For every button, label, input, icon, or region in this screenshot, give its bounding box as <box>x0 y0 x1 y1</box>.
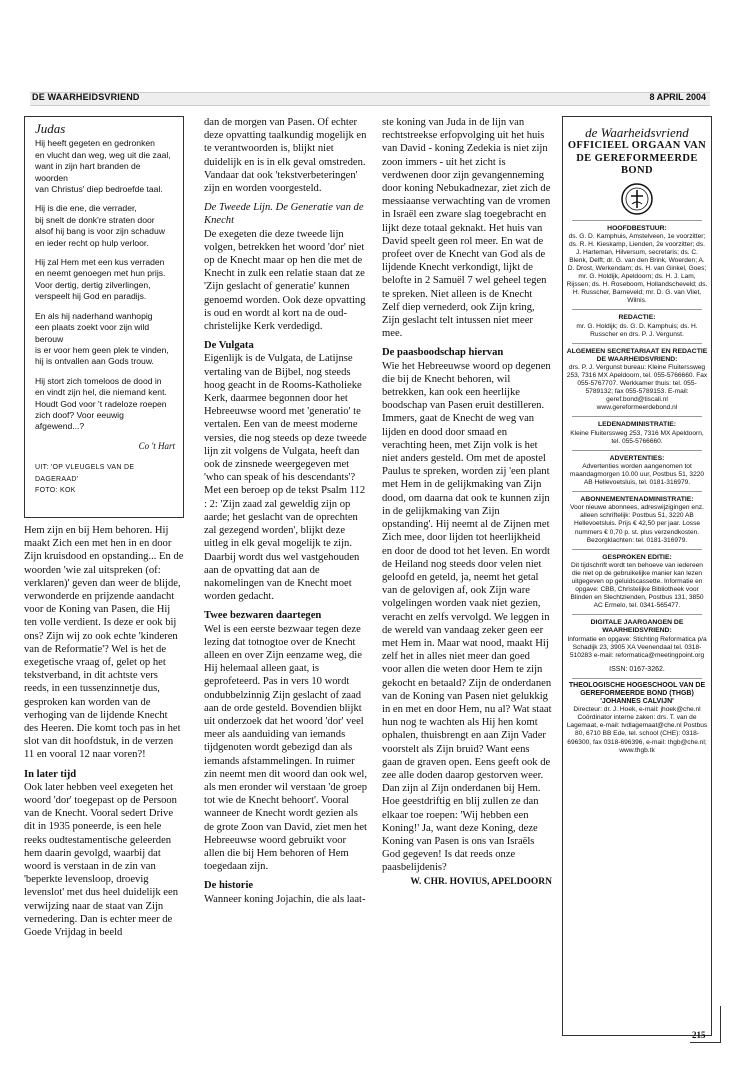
poem-stanzas <box>35 138 175 432</box>
running-header <box>30 92 710 106</box>
column-3 <box>382 116 552 889</box>
colophon-sections <box>566 220 708 660</box>
page-number: 215 <box>692 1030 706 1040</box>
publication-name: DE WAARHEIDSVRIEND <box>32 92 140 102</box>
colophon-section-body: drs. P. J. Vergunst bureau: Kleine Fluiterssweg 253, 7316 MX Apeldoorn, tel. 055-5766660. Fax 055-5767707. Werkkamer thuis: tel. 055-5789132; fax 055-5789153. E-mail: geref.bond@tiscali.nl www.gereformeerdebond.nl <box>566 363 708 412</box>
poem-line: Voor dertig, dertig zilverlingen, <box>35 279 151 290</box>
poem-line: Hij heeft gegeten en gedronken <box>35 138 155 149</box>
poem-line: bij snelt de donk're straten door <box>35 214 155 225</box>
colophon-sidebar <box>562 116 712 1036</box>
col2-paragraph-4: Wel is een eerste bezwaar tegen deze lezing dat totnogtoe over de Knecht alleen en over Zijn eenzame weg, die Hij helemaal alleen gaat, is geprofeteerd. Pas in vers 10 wordt ondubbelzinnig Zijn geslacht of zaad aan de orde gesteld. Bovendien blijkt uit onderzoek dat het woord 'dor' veel meer als aanduiding van iemands tijdgenoten wordt gebezigd dan als iemands afstammelingen. In ruimer zin neemt men dit woord dan ook wel, als men eronder wil verstaan 'de groep tot wie de Knecht behoort'. Vooral wanneer de Knecht wordt gezien als de grote Zoon van David, ziet men het Hebreeuwse woord gebruikt voor allen die bij Hem behoren of Hem toegedaan zijn. <box>204 623 368 873</box>
crop-mark-horizontal <box>690 1042 721 1043</box>
col1-paragraph-2: Ook later hebben veel exegeten het woord 'dor' toegepast op de Persoon van de Knecht. Vooral sedert Drive dit in 1935 poneerde, is een hele reeks oudtestamentische geleerden hem daarin gevolgd, waarbij dat woord is verstaan in de zin van 'beperkte levensloop, droevig levenslot' met dus heel duidelijk een verwijzing naar de staat van Zijn vernedering. Dan is echter meer de Goede Vrijdag in beeld <box>24 781 179 939</box>
article-signature: W. CHR. HOVIUS, APELDOORN <box>410 876 552 887</box>
colophon-section-title: ADVERTENTIES: <box>609 454 665 462</box>
col2-paragraph-2: De exegeten die deze tweede lijn volgen, betrekken het woord 'dor' niet op de Knecht maar op hen die met de Knecht in zulk een relatie staan dat ze 'Zijn geslacht of generatie' kunnen genoemd worden. Ook deze opvatting is oud en wordt al kort na de oud-christelijke Kerk verdedigd. <box>204 228 366 333</box>
col3-heading: De paasboodschap hiervan <box>382 347 504 359</box>
col2-heading-bezwaren: Twee bezwaren daartegen <box>204 610 322 622</box>
poem-stanza <box>35 138 175 195</box>
poem-source: UIT: 'OP VLEUGELS VAN DE DAGERAAD' <box>35 464 135 483</box>
poem-title: Judas <box>35 121 66 136</box>
col1-paragraph: Hem zijn en bij Hem behoren. Hij maakt Zich een met hen in en door Zijn kruisdood en opstanding... En de woorden 'wie zal uitspreken (of: verklaren)' geven dan weer de blijde, verwonderde en prijzende aandacht voor de Koning van Pasen, die Hij ten volle verdient. Is deze er ook bij ons? Zijn wij zo ook echte 'kinderen van de Reformatie'? Wel is het de exegetische vraag of, gelet op het tekstverband, in dit achtste vers reeds, in een tussenzinnetje dus, gesproken kan worden van de verhoging van de lijdende Knecht des Heeren. Die komt toch pas in het slot van dit hoofdstuk, in de verzen 11 en vooral 12 naar voren?! <box>24 525 184 761</box>
poem-line: zich doof? Voor eeuwig afgewend...? <box>35 409 124 432</box>
poem-line: Hij stort zich tomeloos de dood in <box>35 375 162 386</box>
colophon-section-title: GESPROKEN EDITIE: <box>602 553 672 561</box>
poem-line: want in zijn hart branden de woorden <box>35 161 141 183</box>
poem-line: En als hij naderhand wanhopig <box>35 310 153 321</box>
crop-mark <box>720 1006 721 1042</box>
colophon-section-title: ALGEMEEN SECRETARIAAT EN REDACTIE DE WAARHEIDSVRIEND: <box>566 347 708 363</box>
poem-line: Hij zal Hem met een kus verraden <box>35 257 165 268</box>
colophon-section-body: Dit tijdschrift wordt ten behoeve van iedereen die niet op de gebruikelijke manier kan lezen uitgegeven op geluidscassette. Informatie en opgave: CBB, Christelijke Bibliotheek voor Blinden en Slechtzienden, Postbus 131, 3850 AC Ermelo, tel. 0341-565477. <box>570 561 704 610</box>
col2-heading-historie: De historie <box>204 880 254 892</box>
col2-subtitle: De Tweede Lijn. De Generatie van de Knecht <box>204 202 364 227</box>
thgb-title: THEOLOGISCHE HOGESCHOOL VAN DE GEREFORMEERDE BOND (THGB) 'JOHANNES CALVIJN' <box>568 681 706 706</box>
poem-line: verspeelt hij God en paradijs. <box>35 291 147 302</box>
poem-line: Houdt God voor 't radeloze roepen <box>35 398 167 409</box>
poem-author: Co 't Hart <box>138 440 175 451</box>
colophon-section-body: ds. G. D. Kamphuis, Amstelveen, 1e voorzitter; ds. R. H. Kieskamp, Lienden, 2e voorzitter; ds. J. Harteman, Hilversum, secretaris; ds. C. Blenk, Delft; dr. G. van den Brink, Woerden; A. D. Drost, Werkendam; ds. H. van Ginkel, Goes; mr. G. Holdijk, Apeldoorn; ds. H. J. Lam, Rijssen; ds. H. Roseboom, Hollandscheveld; ds. H. Russcher, Barneveld; mr. D. G. van Vliet, Wilnis. <box>566 232 708 305</box>
masthead: de Waarheidsvriend <box>585 125 689 140</box>
issn: ISSN: 0167-3262. <box>609 665 665 673</box>
poem-line: is er voor hem geen plek te vinden, <box>35 344 169 355</box>
colophon-section-body: Voor nieuwe abonnees, adreswijzigingen enz. alleen schriftelijk: Postbus 51, 3220 AB Hellevoetsluis. Prijs € 42,50 per jaar. Losse nummers € 0,70 p. st. plus verzendkosten. Bezorgklachten: tel. 0181-316979. <box>570 504 704 544</box>
col2-paragraph-3: Eigenlijk is de Vulgata, de Latijnse vertaling van de Bijbel, nog steeds hoog geacht in de Rooms-Katholieke Kerk, daarmee begonnen door het Hebreeuwse woord met 'generatio' te vertalen. Een van de meest moderne versies, die nog steeds op deze tweede lijn zit volgens de Vulgata, heeft dan ook de zinsnede weergegeven met 'who can speak of his descendants'? Met een beroep op de tekst Psalm 112 : 2: 'Zijn zaad zal geweldig zijn op aarde; het geslacht van de oprechten zal gezegend worden', blijkt deze uitleg in elk geval mogelijk te zijn. Daarbij wordt dus wel vastgehouden aan de opvatting dat aan de nakomelingen van de Knecht moet worden gedacht. <box>204 353 367 603</box>
poem-line: van Christus' diep bedroefde taal. <box>35 184 163 195</box>
bond-seal-icon <box>620 182 654 216</box>
col3-paragraph-2: Wie het Hebreeuwse woord op degenen die bij de Knecht behoren, wil betrekken, kan ook een heerlijke boodschap van Pasen eruit destilleren. Immers, gaat de Knecht de weg van lijden en dood door smaad en verachting heen, met Zijn volk is het niet anders gesteld. Om met de apostel Paulus te spreken, worden zij 'een plant met Hem in de gelijkmaking van Zijn dood, om daarna dat ook te kunnen zijn in de gelijkmaking van Zijn opstanding'. Hij neemt al de Zijnen met Zich mee, door lijden tot heerlijkheid en door de dood tot het leven. En wordt de Heiland nog steeds door velen niet geloofd en geteld, ja, neemt het getal van de gelovigen af, ook Zijn ware volgelingen worden vaak niet gezien, veracht en zelfs vervolgd. We leggen in de wereld van vandaag zeker geen eer met Hem in. Maar wat nood, maakt Hij zelf het in alles niet meer dan goed voor allen die weten door Hem te zijn gekocht en betaald? Zijn de onderdanen van de Koning van Pasen niet gelukkig in en met en door Hem, nu al? Wat staat hun nog te wachten als Hij hen komt ophalen, thuisbrengt en aan Zijn Vader voorstelt als Zijn bruid? Want eens gaan de graven open. Eens geeft ook de zee alle doden daarop gestorven weer. Dan zijn al Zijn onderdanen bij Hem. Hoe geestdriftig en blij zullen ze dan elkaar toe roepen: 'Wij hebben een Koning!' Ja, want deze Koning, deze Koning van Pasen is ons van Israëls God gegeven! Is dat reeds onze paasbelijdenis? <box>382 360 552 874</box>
photo-credit: FOTO: KOK <box>35 486 76 494</box>
colophon-section-body: mr. G. Holdijk; ds. G. D. Kamphuis; ds. H. Russcher en drs. P. J. Vergunst. <box>576 322 698 338</box>
colophon-section-title: LEDENADMINISTRATIE: <box>597 421 677 429</box>
colophon-section-body: Informatie en opgave: Stichting Reformatica p/a Schadijk 23, 3905 XA Veenendaal tel. 0318-510283 e-mail: reformatica@meetingpoint.org <box>567 635 707 659</box>
poem-line: Hij is die ene, die verrader, <box>35 203 137 214</box>
colophon-section-body: Advertenties worden aangenomen tot maandagmorgen 10.00 uur, Postbus 51, 3220 AB Hellevoetsluis, tel. 0181-316979. <box>569 462 705 487</box>
issue-date: 8 APRIL 2004 <box>649 92 706 102</box>
colophon-section-title: REDACTIE: <box>618 314 656 322</box>
poem-box <box>24 116 184 518</box>
poem-line: alsof hij bang is voor zijn schaduw <box>35 226 165 237</box>
poem-line: hij is ontvallen aan Gods trouw. <box>35 356 154 367</box>
poem-line: en ieder recht op hulp verloor. <box>35 237 149 248</box>
poem-stanza <box>35 203 175 249</box>
column-1 <box>24 524 184 939</box>
colophon-section-body: Kleine Fluiterssweg 253, 7316 MX Apeldoorn, tel. 055-5766660. <box>570 429 704 445</box>
poem-stanza <box>35 257 175 303</box>
masthead-subtitle: OFFICIEEL ORGAAN VAN DE GEREFORMEERDE BOND <box>567 140 707 176</box>
col1-heading: In later tijd <box>24 768 77 780</box>
column-2 <box>204 116 368 906</box>
col2-paragraph-1: dan de morgen van Pasen. Of echter deze opvatting taalkundig mogelijk en te verantwoorden is, blijkt niet duidelijk en is in elk geval omstreden. Vandaar dat ook 'tekstverbeteringen' zijn en worden voorgesteld. <box>204 117 367 195</box>
poem-line: een plaats zoekt voor zijn wild berouw <box>35 322 150 344</box>
col2-paragraph-5: Wanneer koning Jojachin, die als laat- <box>204 893 366 905</box>
colophon-section-title: HOOFDBESTUUR: <box>607 224 667 232</box>
poem-stanza <box>35 376 175 433</box>
colophon-section-title: DIGITALE JAARGANGEN DE WAARHEIDSVRIEND: <box>590 619 684 635</box>
col3-paragraph-1: ste koning van Juda in de lijn van rechtstreekse erfopvolging uit het huis van David - koning Zedekia is niet zijn zoon immers - uit het zicht is verdwenen door zijn gevangenneming door koning Nebukadnezar, ziet zich de messiaanse verwachting van de vromen in Israël een zware slag toegebracht en lijkt deze totaal geknakt. Het huis van David speelt geen rol meer. En wat de profeet over de Knecht van God als de lijdende Knecht verkondigt, lijkt de belofte in 2 Samuël 7 wel geheel tegen te spreken. Niet alleen is de Knecht Zelf diep vernederd, ook Zijn kring, Zijn geslacht telt intussen niet meer mee. <box>382 117 551 340</box>
poem-stanza <box>35 311 175 368</box>
poem-line: en neemt genoegen met hun prijs. <box>35 268 166 279</box>
colophon-section-title: ABONNEMENTENADMINISTRATIE: <box>580 496 694 504</box>
col2-heading-vulgata: De Vulgata <box>204 340 254 352</box>
thgb-body: Directeur: dr. J. Hoek, e-mail: jhoek@che.nl Coördinator interne zaken: drs. T. van de Lagemaat, e-mail: tvdlagemaat@che.nl Postbus 80, 6710 BB Ede, tel. school (CHE): 0318-696300, fax 0318-696396, e-mail: thgb@che.nl; www.thgb.tk <box>566 706 708 754</box>
poem-line: en vindt zijn hel, die niemand kent. <box>35 387 167 398</box>
poem-line: en vlucht dan weg, weg uit die zaal, <box>35 149 171 160</box>
